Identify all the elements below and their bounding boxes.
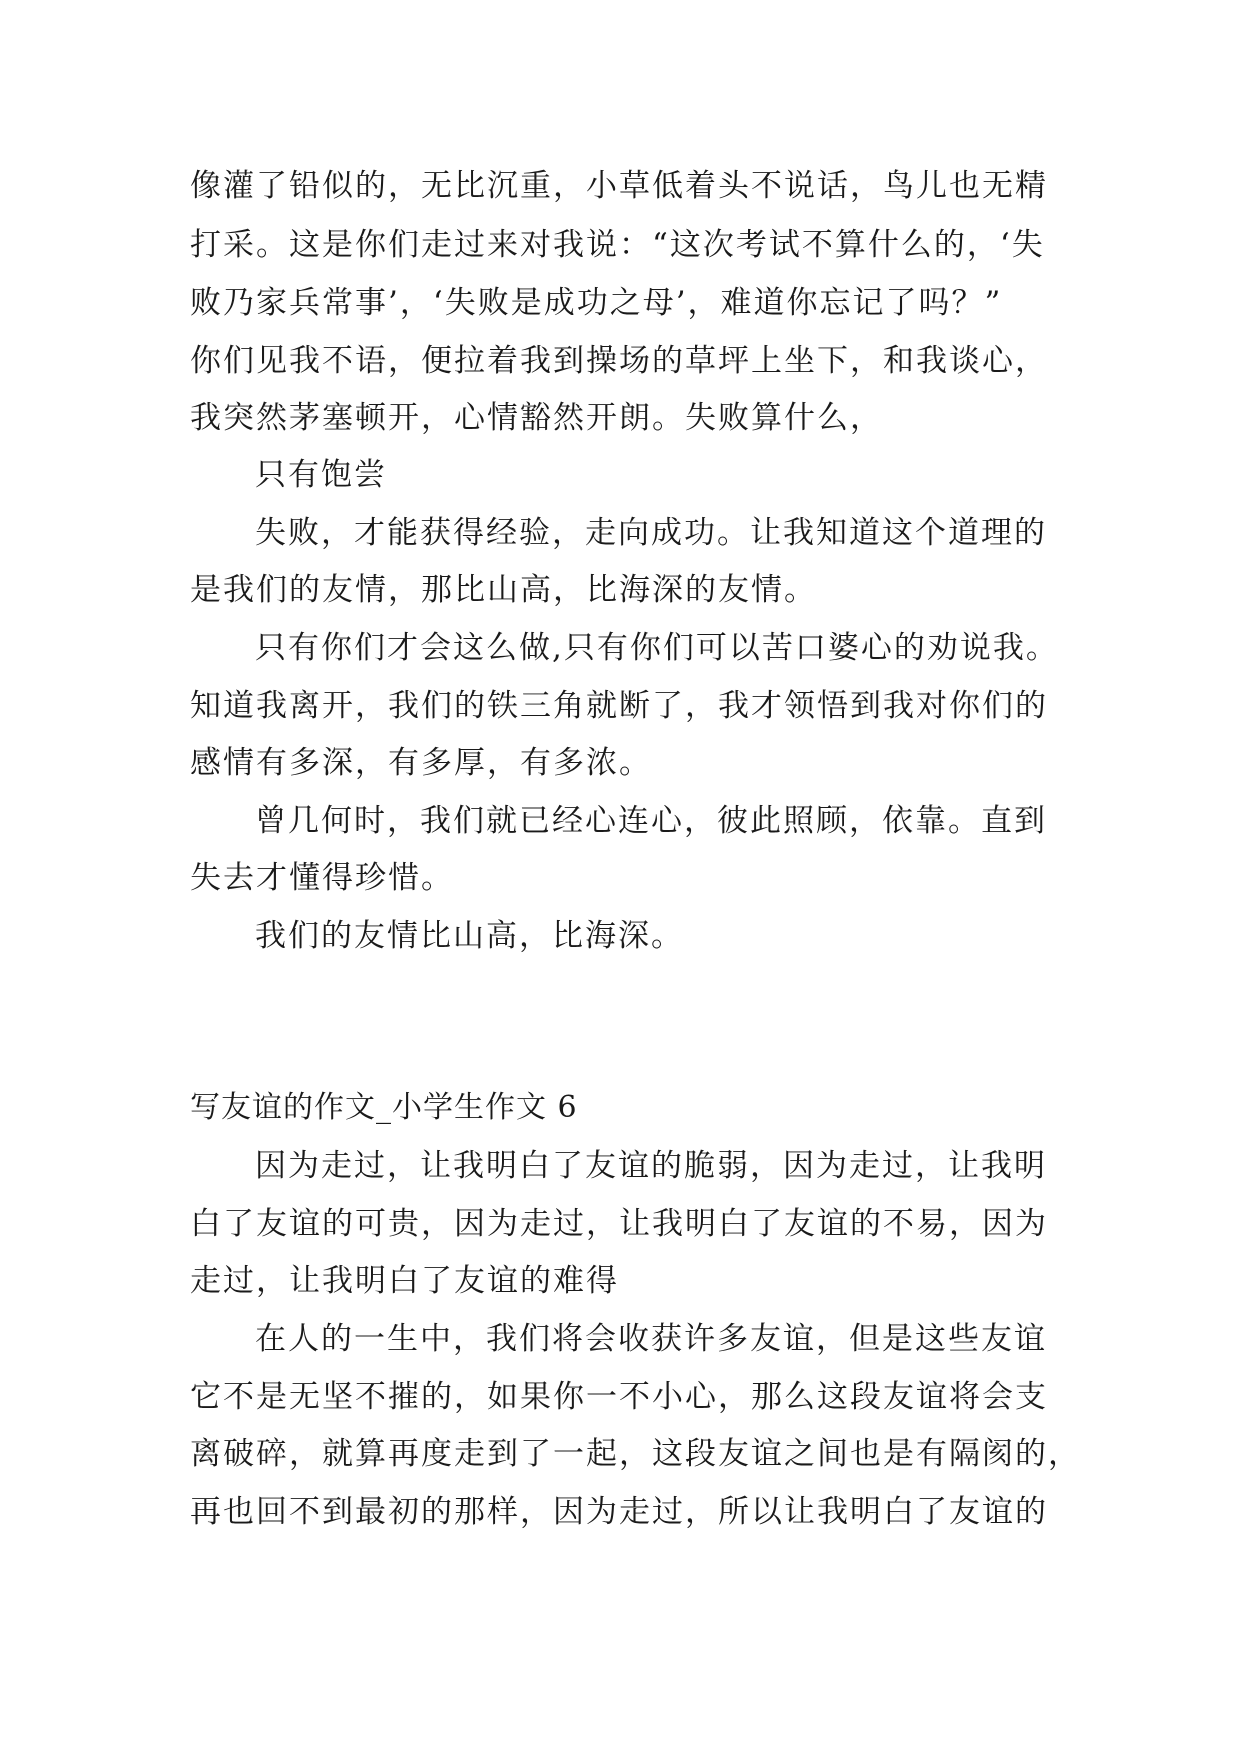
text-line: 是我们的友情，那比山高，比海深的友情。 bbox=[190, 572, 817, 608]
text-line: 它不是无坚不摧的，如果你一不小心，那么这段友谊将会支 bbox=[190, 1379, 1048, 1415]
text-line: 失去才懂得珍惜。 bbox=[190, 860, 454, 896]
text-line: 像灌了铅似的，无比沉重，小草低着头不说话，鸟儿也无精 bbox=[190, 168, 1048, 204]
text-line: 知道我离开，我们的铁三角就断了，我才领悟到我对你们的 bbox=[190, 688, 1048, 724]
text-line: 因为走过，让我明白了友谊的脆弱，因为走过，让我明 bbox=[255, 1148, 1047, 1184]
text-line: 败乃家兵常事’，‘失败是成功之母’，难道你忘记了吗？” bbox=[190, 285, 1003, 321]
text-line: 你们见我不语，便拉着我到操场的草坪上坐下，和我谈心， bbox=[190, 343, 1048, 379]
text-line: 走过，让我明白了友谊的难得 bbox=[190, 1263, 619, 1299]
text-line: 感情有多深，有多厚，有多浓。 bbox=[190, 745, 652, 781]
text-line: 失败，才能获得经验，走向成功。让我知道这个道理的 bbox=[255, 515, 1047, 551]
text-line: 再也回不到最初的那样，因为走过，所以让我明白了友谊的 bbox=[190, 1494, 1048, 1530]
text-line: 只有饱尝 bbox=[255, 457, 387, 493]
section-title: 写友谊的作文_小学生作文 6 bbox=[190, 1090, 578, 1125]
text-line: 只有你们才会这么做,只有你们可以苦口婆心的劝说我。 bbox=[255, 630, 1059, 666]
text-line: 打采。这是你们走过来对我说：“这次考试不算什么的，‘失 bbox=[190, 227, 1045, 263]
text-line: 我们的友情比山高，比海深。 bbox=[255, 918, 684, 954]
text-line: 离破碎，就算再度走到了一起，这段友谊之间也是有隔阂的， bbox=[190, 1436, 1081, 1472]
text-line: 在人的一生中，我们将会收获许多友谊，但是这些友谊 bbox=[255, 1321, 1047, 1357]
text-line: 曾几何时，我们就已经心连心，彼此照顾，依靠。直到 bbox=[255, 803, 1047, 839]
text-line: 白了友谊的可贵，因为走过，让我明白了友谊的不易，因为 bbox=[190, 1206, 1048, 1242]
text-line: 我突然茅塞顿开，心情豁然开朗。失败算什么， bbox=[190, 400, 883, 436]
